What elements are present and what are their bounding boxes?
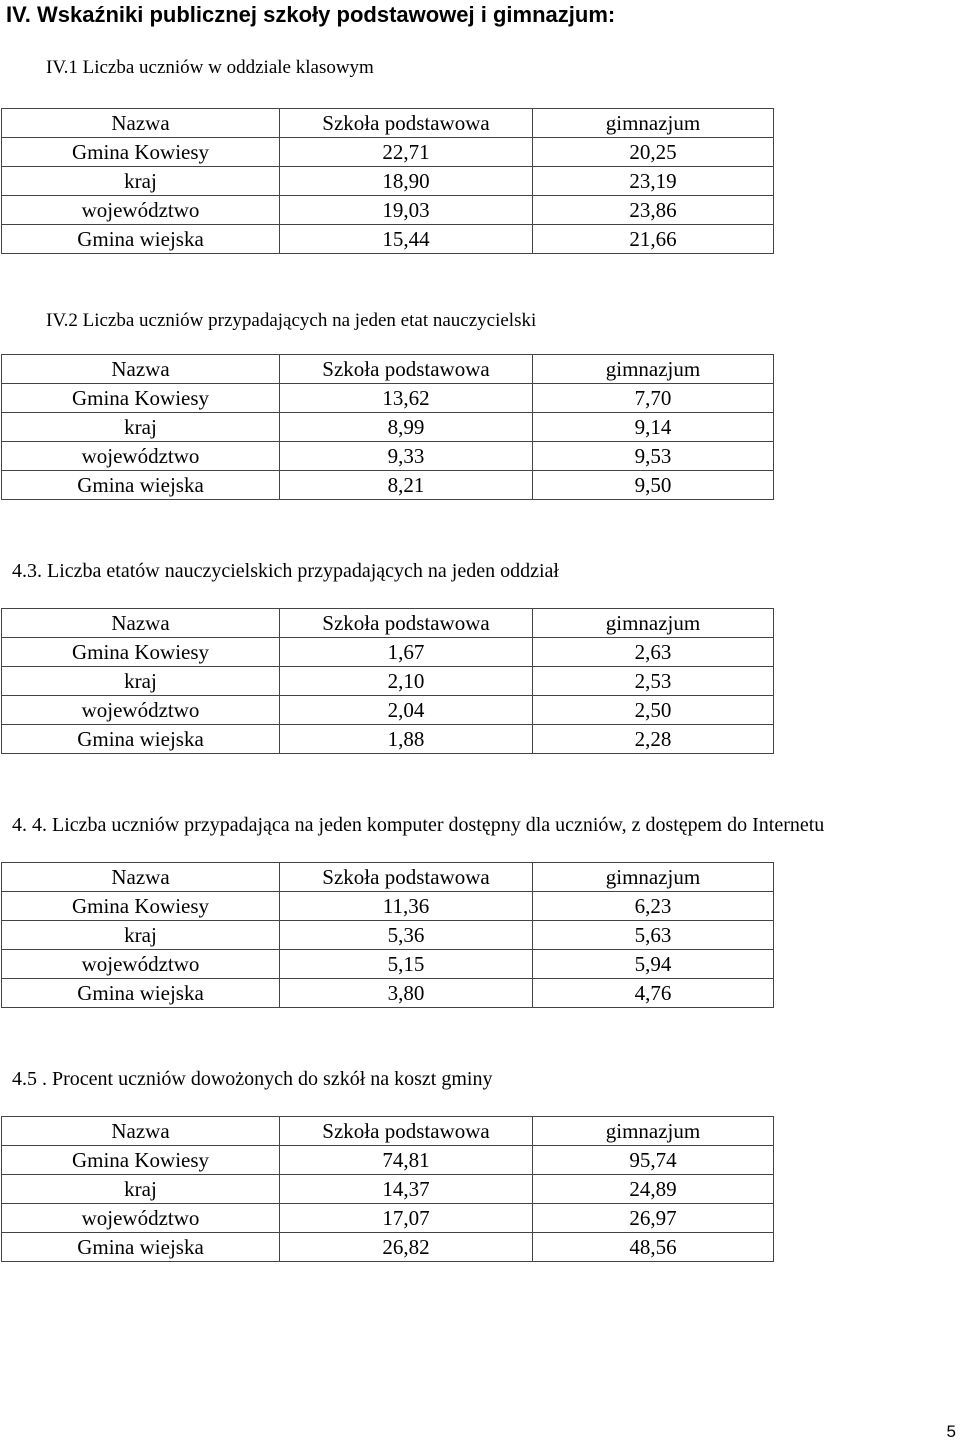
- table-teachers-per-class: [1, 608, 774, 754]
- table-bused-students-percent: [1, 1116, 774, 1262]
- header-cell-nazwa: Nazwa: [2, 355, 280, 384]
- section-title-3: 4.3. Liczba etatów nauczycielskich przypadających na jeden oddział: [12, 560, 559, 582]
- table-students-per-class: [1, 108, 774, 254]
- table-header-row: [2, 355, 774, 384]
- table-cell: Gmina Kowiesy: [2, 892, 280, 921]
- table-cell: 2,10: [280, 667, 533, 696]
- table-row: [2, 196, 774, 225]
- table-cell: 5,36: [280, 921, 533, 950]
- table-cell: 2,63: [533, 638, 774, 667]
- table-cell: 5,15: [280, 950, 533, 979]
- table-cell: 11,36: [280, 892, 533, 921]
- table-row: [2, 638, 774, 667]
- table-row: [2, 138, 774, 167]
- table-cell: 24,89: [533, 1175, 774, 1204]
- table-cell: 22,71: [280, 138, 533, 167]
- table-header-row: [2, 109, 774, 138]
- table-cell: 74,81: [280, 1146, 533, 1175]
- table-cell: Gmina wiejska: [2, 471, 280, 500]
- header-cell-gimnazjum: gimnazjum: [533, 609, 774, 638]
- table-row: [2, 1146, 774, 1175]
- table-cell: 23,86: [533, 196, 774, 225]
- header-cell-gimnazjum: gimnazjum: [533, 863, 774, 892]
- header-cell-nazwa: Nazwa: [2, 863, 280, 892]
- table-row: [2, 667, 774, 696]
- table-row: [2, 725, 774, 754]
- header-cell-szkola: Szkoła podstawowa: [280, 109, 533, 138]
- section-title-5: 4.5 . Procent uczniów dowożonych do szkół na koszt gminy: [12, 1068, 493, 1090]
- table-cell: kraj: [2, 413, 280, 442]
- table-cell: 20,25: [533, 138, 774, 167]
- table-cell: kraj: [2, 667, 280, 696]
- table-cell: 2,04: [280, 696, 533, 725]
- table-cell: Gmina Kowiesy: [2, 638, 280, 667]
- table-row: [2, 1204, 774, 1233]
- header-cell-nazwa: Nazwa: [2, 1117, 280, 1146]
- table-cell: 18,90: [280, 167, 533, 196]
- table-cell: 21,66: [533, 225, 774, 254]
- header-cell-szkola: Szkoła podstawowa: [280, 863, 533, 892]
- table-row: [2, 471, 774, 500]
- table-cell: 15,44: [280, 225, 533, 254]
- header-cell-szkola: Szkoła podstawowa: [280, 1117, 533, 1146]
- table-header-row: [2, 863, 774, 892]
- table-cell: 9,33: [280, 442, 533, 471]
- header-cell-nazwa: Nazwa: [2, 109, 280, 138]
- header-cell-gimnazjum: gimnazjum: [533, 355, 774, 384]
- table-cell: 26,97: [533, 1204, 774, 1233]
- section-title-4: 4. 4. Liczba uczniów przypadająca na jeden komputer dostępny dla uczniów, z dostępem do Internetu: [12, 814, 825, 836]
- table-cell: województwo: [2, 696, 280, 725]
- table-cell: Gmina Kowiesy: [2, 138, 280, 167]
- table-cell: Gmina wiejska: [2, 979, 280, 1008]
- table-cell: 2,50: [533, 696, 774, 725]
- header-cell-gimnazjum: gimnazjum: [533, 1117, 774, 1146]
- table-cell: 14,37: [280, 1175, 533, 1204]
- table-row: [2, 225, 774, 254]
- table-cell: kraj: [2, 167, 280, 196]
- table-header-row: [2, 609, 774, 638]
- table-header-row: [2, 1117, 774, 1146]
- table-cell: Gmina wiejska: [2, 725, 280, 754]
- table-cell: 26,82: [280, 1233, 533, 1262]
- table-cell: 2,53: [533, 667, 774, 696]
- table-row: [2, 442, 774, 471]
- table-cell: 9,14: [533, 413, 774, 442]
- table-students-per-teacher: [1, 354, 774, 500]
- page-number: 5: [946, 1422, 956, 1441]
- table-cell: 1,88: [280, 725, 533, 754]
- table-cell: Gmina wiejska: [2, 1233, 280, 1262]
- table-students-per-computer: [1, 862, 774, 1008]
- header-cell-nazwa: Nazwa: [2, 609, 280, 638]
- table-cell: Gmina Kowiesy: [2, 1146, 280, 1175]
- table-cell: 5,94: [533, 950, 774, 979]
- table-cell: województwo: [2, 196, 280, 225]
- header-cell-gimnazjum: gimnazjum: [533, 109, 774, 138]
- table-cell: Gmina Kowiesy: [2, 384, 280, 413]
- table-cell: 19,03: [280, 196, 533, 225]
- table-row: [2, 1175, 774, 1204]
- table-cell: 23,19: [533, 167, 774, 196]
- table-cell: 6,23: [533, 892, 774, 921]
- table-cell: kraj: [2, 921, 280, 950]
- table-cell: kraj: [2, 1175, 280, 1204]
- table-row: [2, 696, 774, 725]
- table-cell: 1,67: [280, 638, 533, 667]
- table-row: [2, 950, 774, 979]
- section-title-1: IV.1 Liczba uczniów w oddziale klasowym: [46, 57, 374, 78]
- table-cell: 5,63: [533, 921, 774, 950]
- table-row: [2, 921, 774, 950]
- header-cell-szkola: Szkoła podstawowa: [280, 609, 533, 638]
- table-cell: 8,21: [280, 471, 533, 500]
- table-cell: 8,99: [280, 413, 533, 442]
- table-cell: województwo: [2, 442, 280, 471]
- table-row: [2, 1233, 774, 1262]
- table-cell: 9,53: [533, 442, 774, 471]
- table-cell: 13,62: [280, 384, 533, 413]
- section-title-2: IV.2 Liczba uczniów przypadających na jeden etat nauczycielski: [46, 310, 537, 331]
- table-cell: 95,74: [533, 1146, 774, 1175]
- header-cell-szkola: Szkoła podstawowa: [280, 355, 533, 384]
- table-cell: województwo: [2, 1204, 280, 1233]
- page-heading: IV. Wskaźniki publicznej szkoły podstawowej i gimnazjum:: [6, 2, 616, 27]
- table-cell: 3,80: [280, 979, 533, 1008]
- table-cell: Gmina wiejska: [2, 225, 280, 254]
- table-row: [2, 384, 774, 413]
- table-row: [2, 413, 774, 442]
- table-cell: 17,07: [280, 1204, 533, 1233]
- table-cell: 4,76: [533, 979, 774, 1008]
- table-cell: 7,70: [533, 384, 774, 413]
- table-row: [2, 979, 774, 1008]
- table-cell: województwo: [2, 950, 280, 979]
- table-cell: 9,50: [533, 471, 774, 500]
- table-row: [2, 892, 774, 921]
- table-cell: 48,56: [533, 1233, 774, 1262]
- table-cell: 2,28: [533, 725, 774, 754]
- table-row: [2, 167, 774, 196]
